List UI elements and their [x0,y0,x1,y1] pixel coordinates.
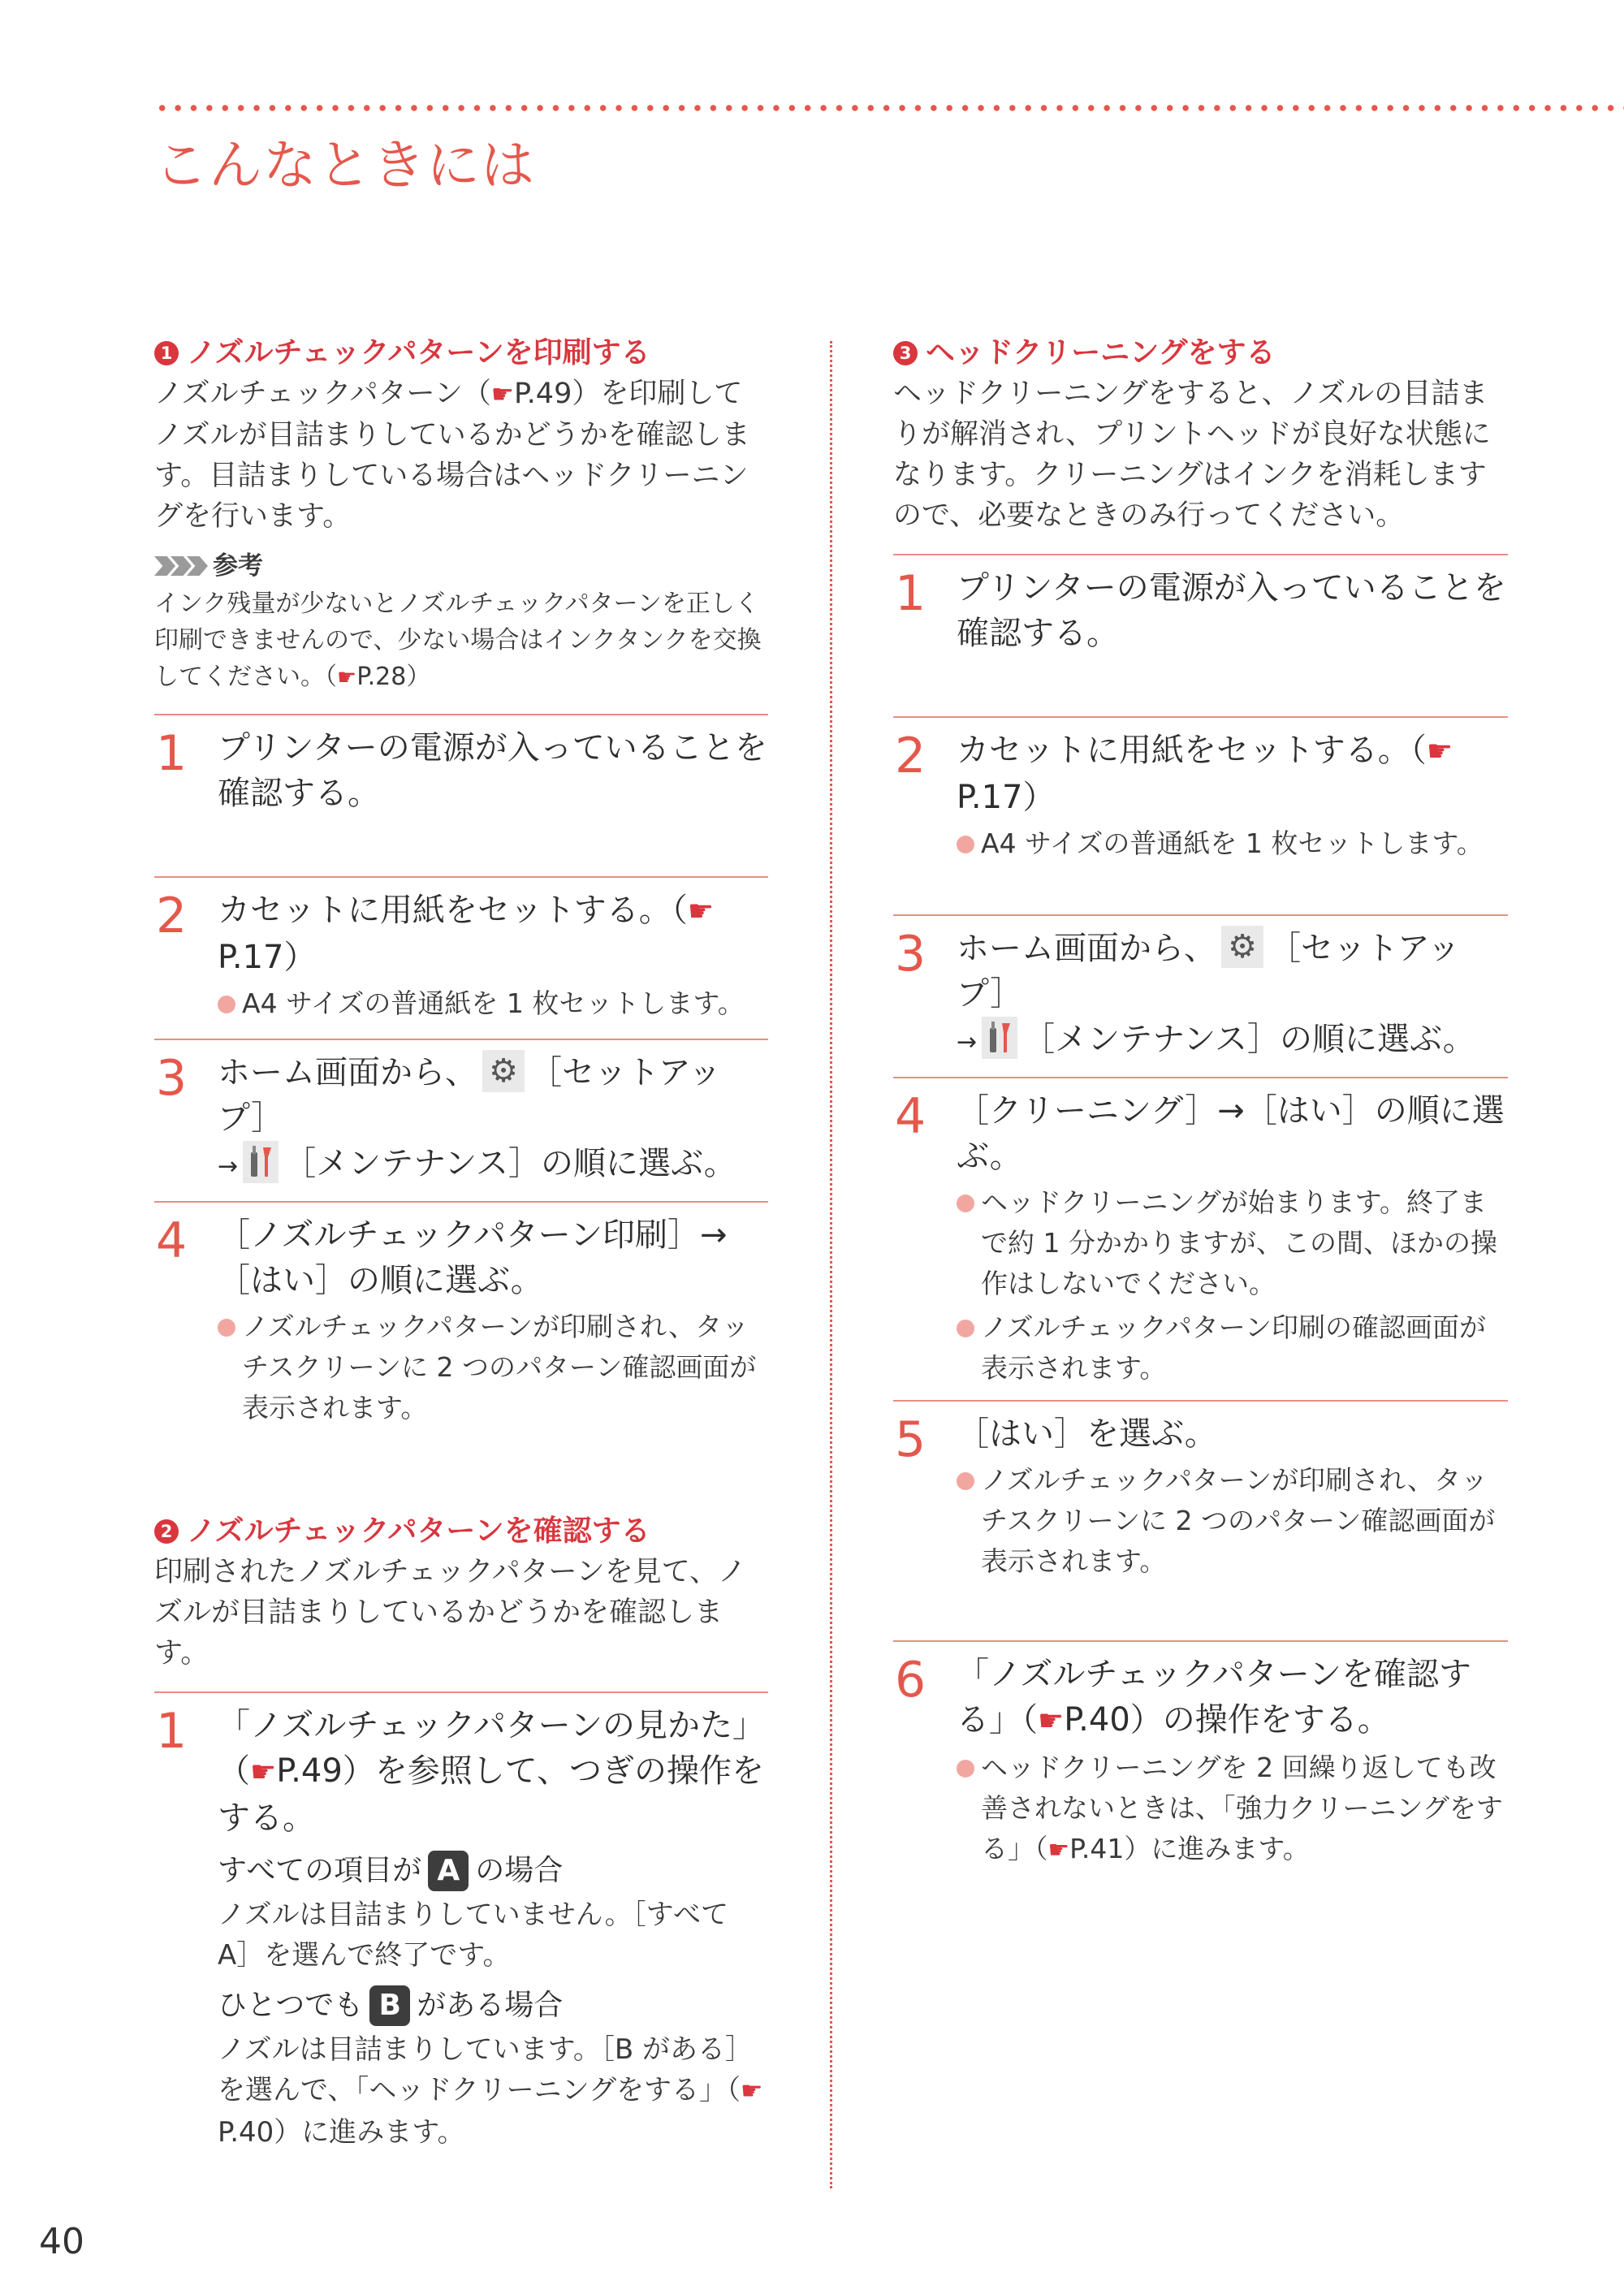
section-number-badge: 3 [893,341,918,365]
page-ref-link[interactable]: P.40 [1064,1701,1130,1739]
arrow-right-icon: → [957,1028,978,1056]
note-label: 参考 [213,551,263,581]
step-number: 3 [895,926,926,983]
right-column [893,335,1508,1871]
step-title: ホーム画面から、 ⚙ ［セットアップ］ → ［メンテナンス］の順に選ぶ。 [957,926,1508,1065]
section-2-title: ノズルチェックパターンを確認する [187,1514,650,1548]
page-number: 40 [39,2221,84,2262]
gear-icon: ⚙ [1221,926,1263,968]
step-number: 1 [895,565,926,622]
case-a-heading: すべての項目が A の場合 [218,1851,768,1891]
step-number: 3 [156,1050,188,1107]
chevron-right-icon [154,556,203,576]
pointing-hand-icon: ☛ [250,1756,277,1789]
step-bullet: A4 サイズの普通紙を 1 枚セットします。 [957,823,1508,864]
step-3 [154,1039,768,1201]
step-title: ホーム画面から、 ⚙ ［セットアップ］ → ［メンテナンス］の順に選ぶ。 [218,1050,768,1190]
step-title: 「ノズルチェックパターンの見かた」（☛P.49）を参照して、つぎの操作をする。 [218,1707,765,1837]
page-ref-link[interactable]: P.49 [276,1752,343,1790]
step-title: ［ノズルチェックパターン印刷］→［はい］の順に選ぶ。 [218,1216,728,1299]
case-a-text: ノズルは目詰まりしていません。［すべて A］を選んで終了です。 [218,1899,728,1972]
pointing-hand-icon: ☛ [740,2077,763,2106]
result-b-badge: B [369,1985,410,2026]
step-title: 「ノズルチェックパターンを確認する」（☛P.40）の操作をする。 [957,1656,1471,1739]
step-bullet: ノズルチェックパターンが印刷され、タッチスクリーンに 2 つのパターン確認画面が表示されます。 [218,1307,768,1428]
case-b-text: ノズルは目詰まりしています。［B がある］を選んで、「ヘッドクリーニングをする」（☛P.40）に進みます。 [218,2033,763,2149]
page-ref-link[interactable]: P.49 [514,378,572,410]
section-1-title: ノズルチェックパターンを印刷する [187,336,650,369]
step-bullet: ノズルチェックパターンが印刷され、タッチスクリーンに 2 つのパターン確認画面が表示されます。 [957,1460,1508,1582]
section-1-heading [154,335,768,372]
pointing-hand-icon: ☛ [1426,735,1453,768]
page-ref-link[interactable]: P.40 [218,2116,274,2149]
left-column [154,335,768,2153]
maintenance-tools-icon [243,1141,279,1183]
section-number-badge: 1 [154,341,179,365]
step-bullet: ノズルチェックパターン印刷の確認画面が表示されます。 [957,1307,1508,1389]
step-number: 6 [895,1652,926,1709]
column-divider [830,341,832,2188]
pointing-hand-icon: ☛ [337,665,357,690]
dotted-rule [154,104,1624,112]
note-text: インク残量が少ないとノズルチェックパターンを正しく印刷できませんので、少ない場合はインクタンクを交換してください。（☛P.28） [154,590,762,691]
step-1 [893,554,1508,716]
step-4 [893,1077,1508,1400]
pointing-hand-icon: ☛ [1038,1704,1065,1738]
step-number: 2 [895,728,926,784]
section-1-body: ノズルチェックパターン（☛P.49）を印刷してノズルが目詰まりしているかどうかを確認します。目詰まりしている場合はヘッドクリーニングを行います。 [154,378,750,533]
step-number: 2 [156,888,188,944]
step-title: プリンターの電源が入っていることを確認する。 [957,569,1506,652]
section-number-badge: 2 [154,1519,179,1544]
step-bullet: ヘッドクリーニングを 2 回繰り返しても改善されないときは、「強力クリーニングをする」（☛P.41）に進みます。 [957,1748,1508,1871]
step-bullet: A4 サイズの普通紙を 1 枚セットします。 [218,983,768,1024]
step-title: プリンターの電源が入っていることを確認する。 [218,729,767,812]
step-number: 1 [156,1703,188,1760]
step-6 [893,1640,1508,1871]
section-3-heading [893,335,1508,372]
step-number: 1 [156,725,188,782]
note-heading [154,550,768,582]
step-2 [154,876,768,1039]
section-3-title: ヘッドクリーニングをする [926,336,1276,369]
case-b-heading: ひとつでも B がある場合 [218,1985,768,2026]
step-1 [154,1691,768,2153]
pointing-hand-icon: ☛ [490,380,515,409]
page-ref-link[interactable]: P.17 [218,939,284,976]
step-1 [154,714,768,876]
gear-icon: ⚙ [482,1050,525,1092]
section-2-body: 印刷されたノズルチェックパターンを見て、ノズルが目詰まりしているかどうかを確認します。 [154,1556,747,1670]
step-title: ［クリーニング］→［はい］の順に選ぶ。 [957,1092,1505,1175]
step-title: カセットに用紙をセットする。（☛P.17） [218,892,715,976]
result-a-badge: A [428,1851,469,1891]
page-ref-link[interactable]: P.28 [356,663,407,691]
step-title: ［はい］を選ぶ。 [957,1415,1217,1453]
pointing-hand-icon: ☛ [1047,1836,1070,1864]
page-title: こんなときには [154,134,535,197]
step-number: 4 [156,1212,188,1269]
step-2 [893,716,1508,914]
section-2-heading [154,1513,768,1550]
step-title: カセットに用紙をセットする。（☛P.17） [957,732,1453,816]
step-bullet: ヘッドクリーニングが始まります。終了まで約 1 分かかりますが、この間、ほかの操作はしないでください。 [957,1182,1508,1304]
step-4 [154,1201,768,1513]
section-3-body: ヘッドクリーニングをすると、ノズルの目詰まりが解消され、プリントヘッドが良好な状態になります。クリーニングはインクを消耗しますので、必要なときのみ行ってください。 [893,378,1491,532]
arrow-right-icon: → [218,1152,239,1181]
step-number: 5 [895,1411,926,1468]
pointing-hand-icon: ☛ [687,895,715,928]
step-number: 4 [895,1088,926,1145]
page-ref-link[interactable]: P.17 [957,779,1023,816]
maintenance-tools-icon [982,1017,1017,1059]
step-3 [893,914,1508,1077]
page-ref-link[interactable]: P.41 [1069,1833,1125,1864]
step-5 [893,1400,1508,1640]
